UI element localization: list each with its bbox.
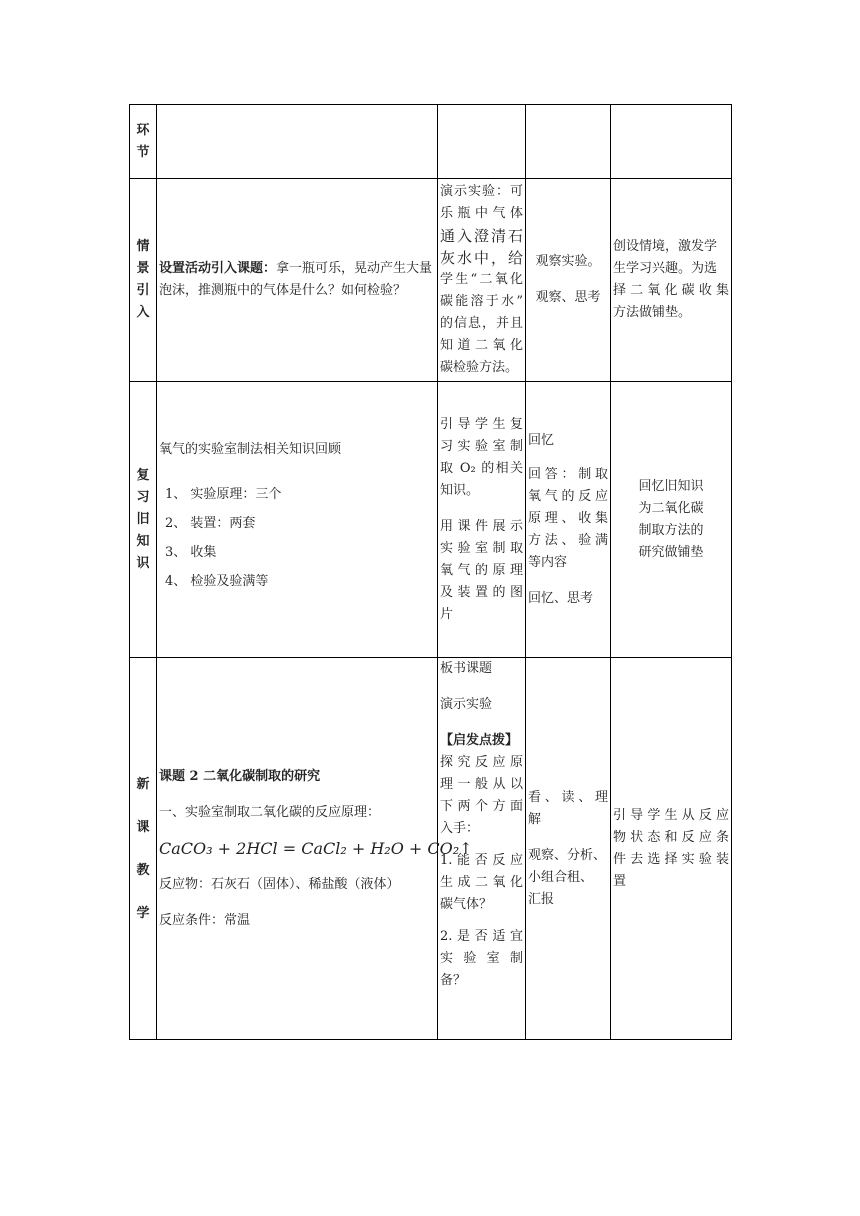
lesson-plan-table bbox=[129, 104, 732, 1040]
text-line: 观察、思考 bbox=[535, 290, 601, 305]
lesson-title: 课题 2 二氧化碳制取的研究 bbox=[159, 768, 321, 784]
row-review bbox=[130, 382, 732, 658]
text-line: 创设情境，激发学 bbox=[613, 239, 718, 254]
text-line: 演示实验 bbox=[440, 697, 493, 712]
stage-scenario: 情景引入 bbox=[130, 179, 157, 382]
text-line: 方法、验满 bbox=[528, 532, 608, 548]
header-content-cell bbox=[157, 105, 438, 179]
text-line: 学生“二氧化 bbox=[440, 272, 523, 287]
stage-review: 复习旧知识 bbox=[130, 382, 157, 658]
text-line: 碳能溶于水” bbox=[440, 294, 523, 309]
text-line: 演示实验：可 bbox=[440, 184, 523, 199]
text-line: 件去选择实验装 bbox=[613, 851, 729, 867]
text-line: 理一般从以 bbox=[440, 777, 523, 792]
text-line: 观察、分析、 bbox=[528, 847, 607, 863]
text-line: 习实验室制 bbox=[440, 438, 523, 454]
header-student-cell bbox=[526, 105, 611, 179]
text-line: 择二氧化碳收集 bbox=[613, 283, 729, 298]
text-line: 氧气的反应 bbox=[528, 488, 608, 504]
text-line: 解 bbox=[528, 811, 542, 827]
text-line: 2.是否适宜 bbox=[440, 929, 523, 944]
text-line: 物状态和反应条 bbox=[613, 829, 729, 845]
reaction-formula: CaCO₃ + 2HCl = CaCl₂ + H₂O + CO₂↑ bbox=[159, 838, 473, 858]
row-new-lesson bbox=[130, 658, 732, 1040]
text-line: 探究反应原 bbox=[440, 755, 523, 770]
text-line: 实验室制取 bbox=[440, 540, 523, 556]
text-line: 小组合租、 bbox=[528, 869, 594, 885]
review-content bbox=[157, 382, 438, 658]
stage-new-lesson: 新课教学 bbox=[130, 658, 157, 1040]
text-line: 碳气体？ bbox=[440, 897, 493, 912]
text-line: 板书课题 bbox=[440, 661, 493, 676]
header-row bbox=[130, 105, 732, 179]
text-line: 引导学生复 bbox=[440, 416, 523, 432]
text-line: 灰水中，给 bbox=[440, 249, 523, 267]
text-line: 汇报 bbox=[528, 891, 555, 907]
text-line: 及装置的图 bbox=[440, 584, 523, 600]
text-line: 知道二氧化 bbox=[440, 338, 523, 353]
text-line: 回答：制取 bbox=[528, 466, 608, 482]
conditions-text: 反应条件：常温 bbox=[159, 912, 251, 928]
text-line: 看、读、理 bbox=[528, 789, 608, 805]
scenario-teacher bbox=[438, 179, 526, 382]
text-line: 等内容 bbox=[528, 554, 568, 570]
text-line: 为二氧化碳 bbox=[638, 500, 704, 516]
text-line: 氧气的原理 bbox=[440, 562, 523, 578]
text-line: 置 bbox=[613, 873, 627, 889]
text-line: 【启发点拨】 bbox=[440, 733, 519, 748]
text-line: 原理、收集 bbox=[528, 510, 608, 526]
review-title: 氧气的实验室制法相关知识回顾 bbox=[159, 442, 342, 457]
scenario-content bbox=[157, 179, 438, 382]
text-line: 碳检验方法。 bbox=[440, 360, 519, 375]
text-line: 引导学生从反应 bbox=[613, 807, 729, 823]
review-list bbox=[159, 484, 435, 593]
text-line: 研究做铺垫 bbox=[638, 544, 704, 560]
text-line: 1.能否反应 bbox=[440, 853, 523, 868]
text-line: 下两个方面 bbox=[440, 799, 523, 814]
text-line: 片 bbox=[440, 606, 454, 622]
review-item: 2、 装置：两套 bbox=[165, 516, 256, 531]
text-line: 生成二氧化 bbox=[440, 875, 523, 890]
text-line: 回忆旧知识 bbox=[638, 478, 704, 494]
header-teacher-cell bbox=[438, 105, 526, 179]
lesson-subtitle: 一、实验室制取二氧化碳的反应原理： bbox=[159, 804, 381, 820]
text-line: 回忆、思考 bbox=[528, 590, 594, 606]
stage-header: 环节 bbox=[130, 105, 157, 179]
text-line: 回忆 bbox=[528, 432, 555, 448]
review-student bbox=[526, 382, 611, 658]
new-lesson-student bbox=[526, 658, 611, 1040]
text-line: 乐瓶中气体 bbox=[440, 206, 523, 221]
header-intent-cell bbox=[611, 105, 732, 179]
text-line: 实验室制 bbox=[440, 951, 523, 966]
text-line: 取 O₂ 的相关 bbox=[440, 460, 523, 476]
scenario-intent bbox=[611, 179, 732, 382]
text-line: 入手： bbox=[440, 821, 480, 836]
review-item: 4、 检验及验满等 bbox=[165, 574, 269, 589]
row-scenario bbox=[130, 179, 732, 382]
review-item: 1、 实验原理：三个 bbox=[165, 487, 282, 502]
text-line: 用课件展示 bbox=[440, 518, 523, 534]
text-line: 制取方法的 bbox=[638, 522, 704, 538]
review-item: 3、 收集 bbox=[165, 545, 217, 560]
scenario-student bbox=[526, 179, 611, 382]
text-line: 知识。 bbox=[440, 482, 480, 498]
text-line: 方法做铺垫。 bbox=[613, 305, 692, 320]
text-line: 观察实验。 bbox=[535, 254, 601, 269]
text-line: 生学习兴趣。为选 bbox=[613, 261, 718, 276]
review-teacher bbox=[438, 382, 526, 658]
text-line: 备？ bbox=[440, 973, 467, 988]
reactants-text: 反应物：石灰石（固体）、稀盐酸（液体） bbox=[159, 876, 400, 892]
text-line: 通入澄清石 bbox=[440, 227, 523, 245]
new-lesson-intent bbox=[611, 658, 732, 1040]
review-intent bbox=[611, 382, 732, 658]
text-line: 的信息，并且 bbox=[440, 316, 523, 331]
scenario-text: 拿一瓶可乐，晃动产生大量泡沫，推测瓶中的气体是什么？如何检验？ bbox=[159, 261, 433, 298]
scenario-title: 设置活动引入课题： bbox=[159, 261, 277, 276]
